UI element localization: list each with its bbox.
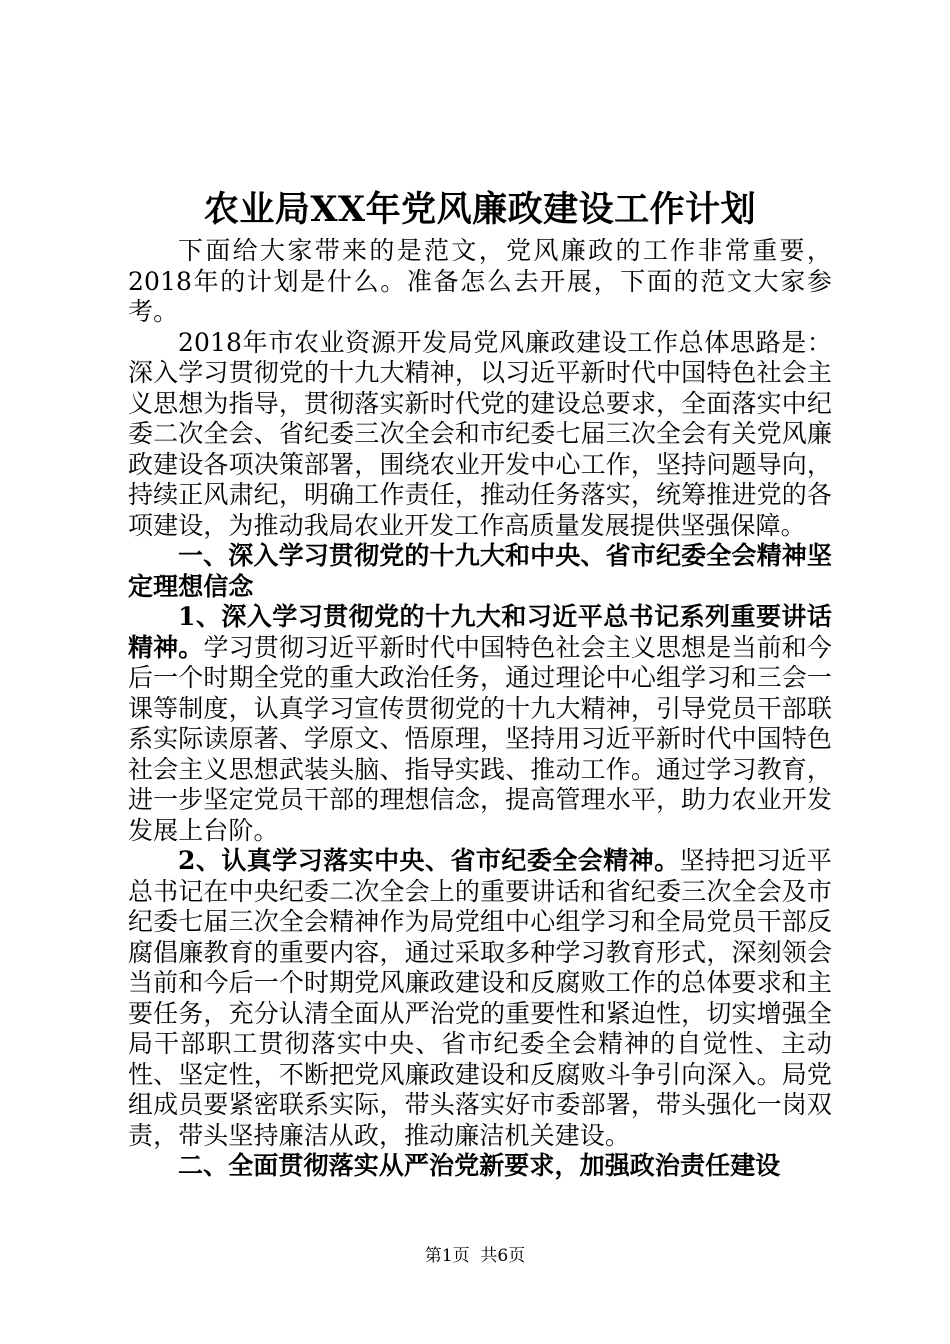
overview-paragraph: 2018年市农业资源开发局党风廉政建设工作总体思路是：深入学习贯彻党的十九大精神，以习近平新时代中国特色社会主义思想为指导，贯彻落实新时代党的建设总要求，全面落实中纪委二次全会、省纪委三次全会和市纪委七届三次全会有关党风廉政建设各项决策部署，围绕农业开发中心工作，坚持问题导向，持续正风肃纪，明确工作责任，推动任务落实，统筹推进党的各项建设，为推动我局农业开发工作高质量发展提供坚强保障。 bbox=[128, 327, 832, 540]
item-lead-2: 2、认真学习落实中央、省市纪委全会精神。 bbox=[178, 846, 680, 875]
section-heading-2: 二、全面贯彻落实从严治党新要求，加强政治责任建设 bbox=[178, 1151, 781, 1180]
document-page bbox=[128, 185, 832, 1182]
item-paragraph-1 bbox=[128, 602, 832, 846]
item-lead-1: 1、深入学习贯彻党的十九大和习近平总书记系列重要讲话精神。 bbox=[128, 602, 832, 662]
page-total: 共6页 bbox=[480, 1246, 526, 1266]
page-footer bbox=[0, 1244, 950, 1268]
document-title: 农业局XX年党风廉政建设工作计划 bbox=[203, 189, 757, 230]
page-number: 第1页 bbox=[424, 1246, 470, 1266]
item-paragraph-2 bbox=[128, 846, 832, 1151]
item-body-2: 坚持把习近平总书记在中央纪委二次全会上的重要讲话和省纪委三次全会及市纪委七届三次全会精神作为局党组中心组学习和全局党员干部反腐倡廉教育的重要内容，通过采取多种学习教育形式，深刻领会当前和今后一个时期党风廉政建设和反腐败工作的总体要求和主要任务，充分认清全面从严治党的重要性和紧迫性，切实增强全局干部职工贯彻落实中央、省市纪委全会精神的自觉性、主动性、坚定性，不断把党风廉政建设和反腐败斗争引向深入。局党组成员要紧密联系实际，带头落实好市委部署，带头强化一岗双责，带头坚持廉洁从政，推动廉洁机关建设。 bbox=[128, 846, 832, 1150]
section-heading-1: 一、深入学习贯彻党的十九大和中央、省市纪委全会精神坚定理想信念 bbox=[128, 541, 832, 601]
item-body-1: 学习贯彻习近平新时代中国特色社会主义思想是当前和今后一个时期全党的重大政治任务，通过理论中心组学习和三会一课等制度，认真学习宣传贯彻党的十九大精神，引导党员干部联系实际读原著、学原文、悟原理，坚持用习近平新时代中国特色社会主义思想武装头脑、指导实践、推动工作。通过学习教育，进一步坚定党员干部的理想信念，提高管理水平，助力农业开发发展上台阶。 bbox=[128, 632, 832, 845]
intro-paragraph: 下面给大家带来的是范文，党风廉政的工作非常重要，2018年的计划是什么。准备怎么去开展，下面的范文大家参考。 bbox=[128, 236, 832, 326]
